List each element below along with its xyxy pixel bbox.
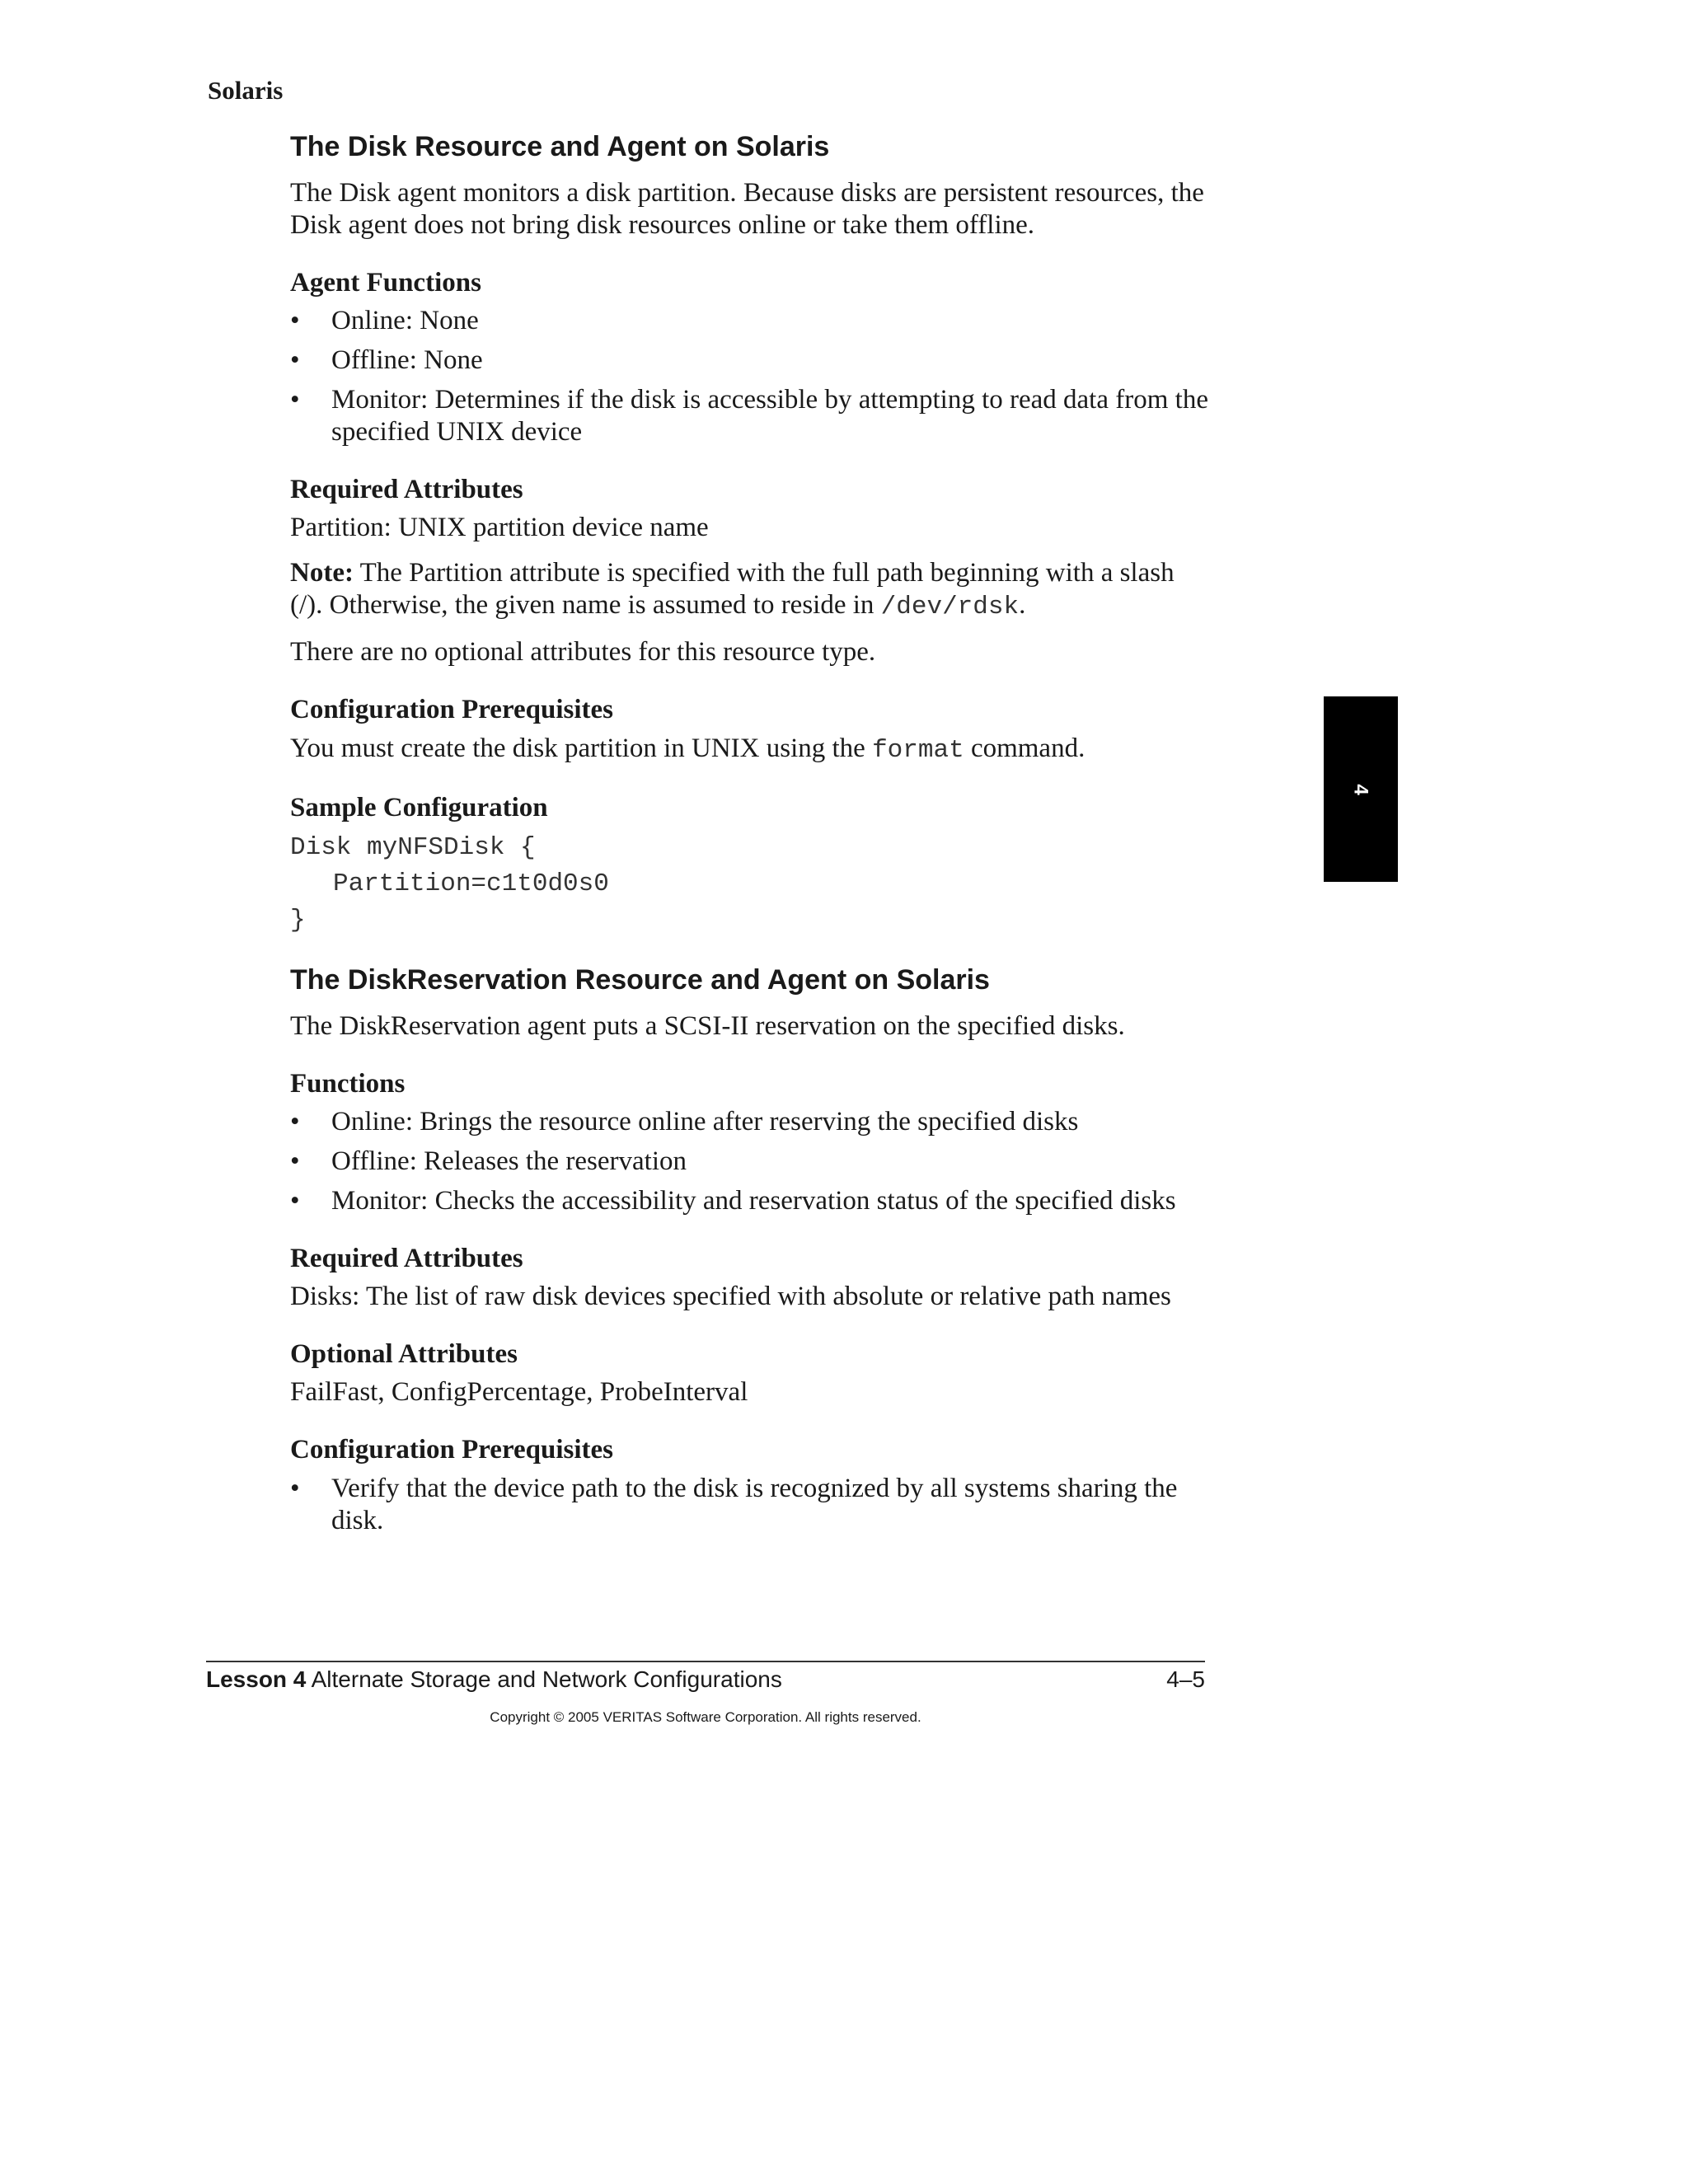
footer-divider (206, 1661, 1205, 1662)
diskres-required-text: Disks: The list of raw disk devices specified with absolute or relative path names (290, 1282, 1171, 1312)
running-header: Solaris (208, 76, 284, 105)
bullet-icon: • (290, 1473, 300, 1503)
code-line: Partition=c1t0d0s0 (333, 869, 609, 898)
disk-prereq-text: You must create the disk partition in UNIX using the format command. (290, 733, 1085, 765)
disk-prereq-heading: Configuration Prerequisites (290, 695, 614, 725)
bullet-icon: • (290, 385, 300, 415)
disk-agent-functions-heading: Agent Functions (290, 267, 481, 298)
disk-sample-heading: Sample Configuration (290, 792, 548, 823)
disk-agent-functions-list (290, 305, 1213, 448)
diskres-prereq-heading: Configuration Prerequisites (290, 1435, 614, 1465)
footer-lesson (206, 1666, 782, 1693)
copyright-notice: Copyright © 2005 VERITAS Software Corporation. All rights reserved. (490, 1709, 921, 1725)
main-content (290, 130, 1213, 1547)
diskres-optional-text: FailFast, ConfigPercentage, ProbeInterval (290, 1377, 748, 1408)
list-item: • Monitor: Determines if the disk is accessible by attempting to read data from the specified UNIX device (290, 385, 1208, 448)
bullet-icon: • (290, 306, 300, 336)
list-item: • Offline: None (290, 345, 483, 376)
disk-note: Note: The Partition attribute is specified with the full path beginning with a slash (/). Otherwise, the given name is assumed to reside in /dev/rdsk. (290, 558, 1175, 622)
bullet-icon: • (290, 345, 300, 376)
bullet-icon: • (290, 1146, 300, 1176)
diskres-required-heading: Required Attributes (290, 1243, 523, 1273)
code-line: Disk myNFSDisk { (290, 832, 536, 862)
disk-no-optional: There are no optional attributes for this resource type. (290, 637, 876, 668)
list-item: • Monitor: Checks the accessibility and reservation status of the specified disks (290, 1185, 1176, 1216)
diskres-section-title: The DiskReservation Resource and Agent on Solaris (290, 963, 990, 996)
list-item: • Online: Brings the resource online after reserving the specified disks (290, 1106, 1079, 1137)
disk-intro: The Disk agent monitors a disk partition. Because disks are persistent resources, the Disk agent does not bring disk resources online or take them offline. (290, 177, 1204, 240)
code-line: } (290, 905, 306, 935)
page-footer (206, 1666, 1205, 1693)
page-number: 4–5 (1166, 1666, 1205, 1692)
diskres-prereq-list (290, 1473, 1213, 1537)
format-command: format (872, 735, 964, 765)
diskres-intro: The DiskReservation agent puts a SCSI-II reservation on the specified disks. (290, 1010, 1125, 1041)
bullet-icon: • (290, 1106, 300, 1137)
bullet-icon: • (290, 1185, 300, 1216)
diskres-functions-list (290, 1106, 1213, 1217)
disk-section-title: The Disk Resource and Agent on Solaris (290, 131, 830, 162)
chapter-tab-number: 4 (1349, 783, 1372, 795)
disk-required-text: Partition: UNIX partition device name (290, 513, 709, 543)
list-item: • Online: None (290, 306, 479, 336)
dev-rdsk-path: /dev/rdsk (880, 593, 1020, 622)
diskres-functions-heading: Functions (290, 1068, 406, 1099)
footer-lesson-title: Alternate Storage and Network Configurations (306, 1666, 782, 1692)
footer-lesson-label: Lesson 4 (206, 1666, 307, 1692)
diskres-optional-heading: Optional Attributes (290, 1339, 518, 1370)
note-label: Note: (290, 558, 354, 588)
list-item: • Verify that the device path to the disk is recognized by all systems sharing the disk. (290, 1473, 1178, 1535)
list-item: • Offline: Releases the reservation (290, 1146, 687, 1176)
sample-config-code (290, 830, 1213, 939)
chapter-tab (1324, 696, 1398, 882)
disk-required-heading: Required Attributes (290, 475, 523, 505)
